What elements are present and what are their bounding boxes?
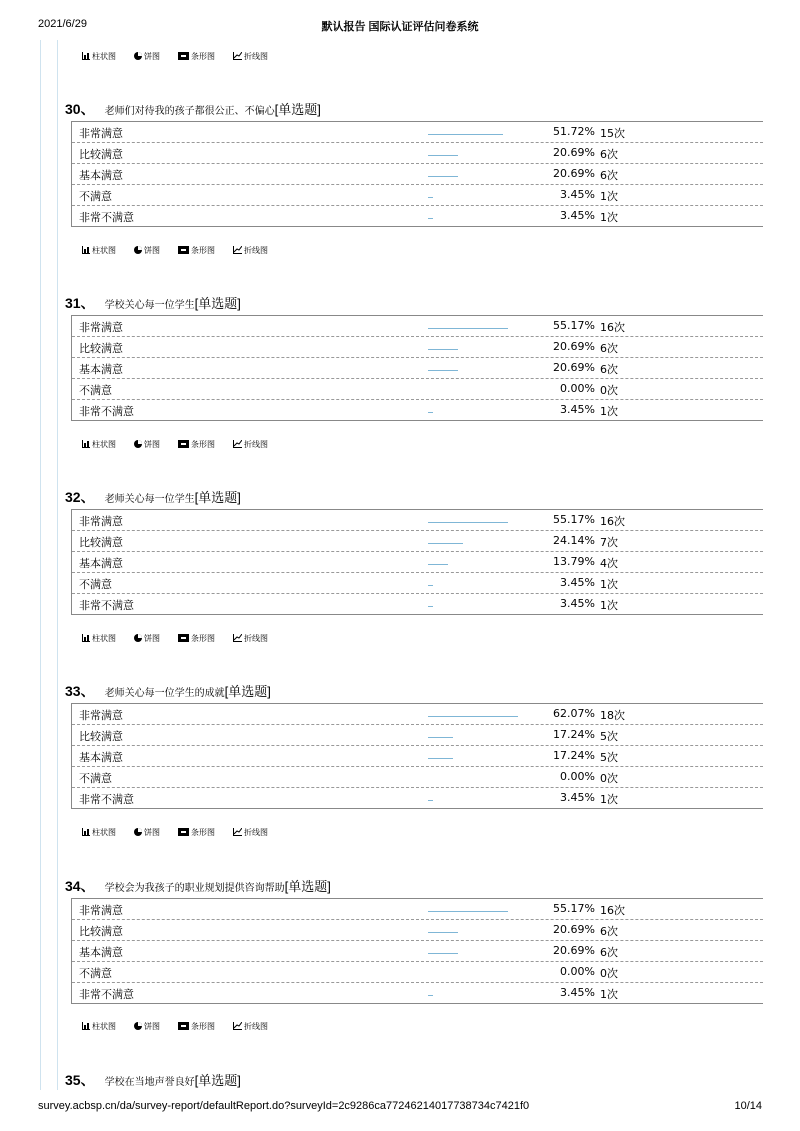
tab-pie-chart[interactable] xyxy=(134,245,160,256)
option-row xyxy=(72,767,763,788)
option-label: 基本满意 xyxy=(79,751,123,764)
tab-line-chart[interactable] xyxy=(233,439,268,450)
option-row xyxy=(72,962,763,983)
option-percentage-bar xyxy=(428,953,458,954)
option-percentage-bar xyxy=(428,349,458,350)
option-row xyxy=(72,358,763,379)
tab-label: 折线图 xyxy=(244,245,268,255)
tab-label: 条形图 xyxy=(191,827,215,837)
option-percentage-bar xyxy=(428,155,458,156)
option-row xyxy=(72,531,763,552)
option-percentage: 20.69% xyxy=(553,167,595,180)
option-percentage-bar xyxy=(428,716,518,717)
option-label: 不满意 xyxy=(79,772,112,785)
tab-label: 饼图 xyxy=(144,633,160,643)
tab-horizontal-bar[interactable] xyxy=(178,633,215,644)
option-count: 18次 xyxy=(600,709,625,722)
tab-label: 柱状图 xyxy=(92,633,116,643)
option-percentage: 55.17% xyxy=(553,319,595,332)
tab-pie-chart[interactable] xyxy=(134,827,160,838)
option-label: 不满意 xyxy=(79,384,112,397)
option-percentage: 0.00% xyxy=(560,382,595,395)
question-number: 32、 xyxy=(65,489,95,505)
option-count: 6次 xyxy=(600,946,618,959)
option-label: 非常不满意 xyxy=(79,211,134,224)
chart-type-tabs xyxy=(0,632,268,644)
option-row xyxy=(72,573,763,594)
tab-label: 柱状图 xyxy=(92,51,116,61)
tab-label: 饼图 xyxy=(144,827,160,837)
option-label: 非常不满意 xyxy=(79,988,134,1001)
tab-label: 条形图 xyxy=(191,439,215,449)
option-label: 非常不满意 xyxy=(79,599,134,612)
tab-bar-chart[interactable] xyxy=(82,827,116,838)
pie-chart-icon xyxy=(134,440,142,448)
tab-line-chart[interactable] xyxy=(233,1021,268,1032)
question-type: [单选题] xyxy=(274,102,321,117)
bar-horizontal-icon xyxy=(178,634,189,642)
tab-horizontal-bar[interactable] xyxy=(178,827,215,838)
option-label: 基本满意 xyxy=(79,557,123,570)
tab-horizontal-bar[interactable] xyxy=(178,245,215,256)
option-percentage: 62.07% xyxy=(553,707,595,720)
question-text: 老师关心每一位学生的成就 xyxy=(104,688,225,699)
option-percentage-bar xyxy=(428,218,433,219)
option-count: 0次 xyxy=(600,384,618,397)
tab-bar-chart[interactable] xyxy=(82,245,116,256)
option-row xyxy=(72,316,763,337)
option-count: 6次 xyxy=(600,363,618,376)
option-count: 1次 xyxy=(600,599,618,612)
option-percentage: 3.45% xyxy=(560,188,595,201)
print-url: survey.acbsp.cn/da/survey-report/defaultReport.do?surveyId=2c9286ca77246214017738734c7421f0 xyxy=(38,1100,530,1112)
option-percentage: 3.45% xyxy=(560,597,595,610)
option-row xyxy=(72,788,763,808)
option-percentage: 3.45% xyxy=(560,986,595,999)
tab-line-chart[interactable] xyxy=(233,827,268,838)
option-percentage-bar xyxy=(428,585,433,586)
option-label: 比较满意 xyxy=(79,148,123,161)
tab-label: 饼图 xyxy=(144,51,160,61)
question-title xyxy=(65,876,331,894)
option-table xyxy=(71,703,763,809)
pie-chart-icon xyxy=(134,246,142,254)
option-row xyxy=(72,185,763,206)
pie-chart-icon xyxy=(134,1022,142,1030)
bar-horizontal-icon xyxy=(178,828,189,836)
option-percentage: 20.69% xyxy=(553,923,595,936)
print-page-number: 10/14 xyxy=(734,1100,762,1112)
question-type: [单选题] xyxy=(194,1073,241,1088)
option-percentage-bar xyxy=(428,370,458,371)
option-row xyxy=(72,941,763,962)
line-chart-icon xyxy=(233,828,242,836)
option-row xyxy=(72,122,763,143)
line-chart-icon xyxy=(233,52,242,60)
tab-label: 饼图 xyxy=(144,1021,160,1031)
question-text: 老师们对待我的孩子都很公正、不偏心 xyxy=(104,106,275,117)
option-row xyxy=(72,379,763,400)
option-count: 15次 xyxy=(600,127,625,140)
option-percentage: 20.69% xyxy=(553,361,595,374)
option-count: 1次 xyxy=(600,578,618,591)
question-title xyxy=(65,293,241,311)
option-label: 不满意 xyxy=(79,190,112,203)
option-count: 5次 xyxy=(600,730,618,743)
option-count: 16次 xyxy=(600,515,625,528)
option-count: 6次 xyxy=(600,925,618,938)
option-label: 非常满意 xyxy=(79,904,123,917)
question-type: [单选题] xyxy=(284,879,331,894)
option-count: 1次 xyxy=(600,190,618,203)
tab-label: 折线图 xyxy=(244,1021,268,1031)
option-row xyxy=(72,337,763,358)
option-row xyxy=(72,983,763,1003)
option-row xyxy=(72,704,763,725)
question-number: 34、 xyxy=(65,878,95,894)
chart-type-tabs xyxy=(0,50,268,62)
line-chart-icon xyxy=(233,246,242,254)
question-title xyxy=(65,99,321,117)
tab-bar-chart[interactable] xyxy=(82,1021,116,1032)
option-row xyxy=(72,552,763,573)
option-count: 1次 xyxy=(600,405,618,418)
option-percentage: 20.69% xyxy=(553,146,595,159)
question-title xyxy=(65,681,271,699)
option-percentage-bar xyxy=(428,737,453,738)
option-percentage-bar xyxy=(428,543,463,544)
tab-horizontal-bar[interactable] xyxy=(178,1021,215,1032)
option-percentage-bar xyxy=(428,606,433,607)
option-percentage: 0.00% xyxy=(560,770,595,783)
option-label: 基本满意 xyxy=(79,363,123,376)
tab-label: 饼图 xyxy=(144,245,160,255)
option-percentage-bar xyxy=(428,758,453,759)
print-date: 2021/6/29 xyxy=(38,18,87,30)
tab-label: 条形图 xyxy=(191,245,215,255)
option-label: 非常满意 xyxy=(79,515,123,528)
option-count: 1次 xyxy=(600,793,618,806)
tab-label: 折线图 xyxy=(244,633,268,643)
question-title xyxy=(65,1070,241,1088)
option-row xyxy=(72,899,763,920)
option-percentage: 13.79% xyxy=(553,555,595,568)
bar-chart-icon xyxy=(82,440,90,448)
option-label: 非常满意 xyxy=(79,127,123,140)
option-row xyxy=(72,143,763,164)
tab-horizontal-bar[interactable] xyxy=(178,51,215,62)
option-count: 0次 xyxy=(600,967,618,980)
option-count: 7次 xyxy=(600,536,618,549)
tab-label: 柱状图 xyxy=(92,827,116,837)
print-footer xyxy=(38,1100,762,1116)
option-table xyxy=(71,898,763,1004)
option-count: 6次 xyxy=(600,342,618,355)
bar-horizontal-icon xyxy=(178,246,189,254)
tab-line-chart[interactable] xyxy=(233,245,268,256)
option-row xyxy=(72,164,763,185)
option-row xyxy=(72,510,763,531)
print-header xyxy=(38,18,762,34)
option-row xyxy=(72,725,763,746)
option-label: 非常满意 xyxy=(79,321,123,334)
chart-type-tabs xyxy=(0,244,268,256)
bar-horizontal-icon xyxy=(178,440,189,448)
option-percentage: 55.17% xyxy=(553,513,595,526)
question-text: 学校关心每一位学生 xyxy=(104,300,195,311)
question-text: 老师关心每一位学生 xyxy=(104,494,195,505)
option-percentage: 20.69% xyxy=(553,340,595,353)
option-row xyxy=(72,746,763,767)
option-percentage: 3.45% xyxy=(560,403,595,416)
option-label: 不满意 xyxy=(79,578,112,591)
option-percentage-bar xyxy=(428,197,433,198)
question-number: 35、 xyxy=(65,1072,95,1088)
option-percentage: 20.69% xyxy=(553,944,595,957)
bar-chart-icon xyxy=(82,52,90,60)
option-label: 比较满意 xyxy=(79,342,123,355)
option-row xyxy=(72,400,763,420)
option-row xyxy=(72,920,763,941)
tab-label: 饼图 xyxy=(144,439,160,449)
option-percentage: 17.24% xyxy=(553,749,595,762)
question-text: 学校会为我孩子的职业规划提供咨询帮助 xyxy=(104,883,285,894)
tab-label: 柱状图 xyxy=(92,1021,116,1031)
pie-chart-icon xyxy=(134,52,142,60)
tab-bar-chart[interactable] xyxy=(82,633,116,644)
tab-label: 柱状图 xyxy=(92,439,116,449)
pie-chart-icon xyxy=(134,828,142,836)
tab-pie-chart[interactable] xyxy=(134,1021,160,1032)
line-chart-icon xyxy=(233,634,242,642)
tab-line-chart[interactable] xyxy=(233,51,268,62)
option-percentage: 17.24% xyxy=(553,728,595,741)
option-count: 16次 xyxy=(600,321,625,334)
option-percentage-bar xyxy=(428,911,508,912)
option-percentage-bar xyxy=(428,932,458,933)
option-percentage-bar xyxy=(428,522,508,523)
bar-chart-icon xyxy=(82,1022,90,1030)
option-label: 非常满意 xyxy=(79,709,123,722)
option-table xyxy=(71,509,763,615)
option-count: 5次 xyxy=(600,751,618,764)
question-type: [单选题] xyxy=(194,490,241,505)
bar-horizontal-icon xyxy=(178,52,189,60)
option-table xyxy=(71,121,763,227)
option-count: 1次 xyxy=(600,988,618,1001)
option-percentage-bar xyxy=(428,134,503,135)
chart-type-tabs xyxy=(0,438,268,450)
option-label: 不满意 xyxy=(79,967,112,980)
option-table xyxy=(71,315,763,421)
option-percentage: 51.72% xyxy=(553,125,595,138)
bar-chart-icon xyxy=(82,246,90,254)
print-title: 默认报告 国际认证评估问卷系统 xyxy=(321,21,479,33)
option-count: 4次 xyxy=(600,557,618,570)
line-chart-icon xyxy=(233,1022,242,1030)
option-count: 6次 xyxy=(600,148,618,161)
option-percentage-bar xyxy=(428,995,433,996)
question-type: [单选题] xyxy=(224,684,271,699)
option-row xyxy=(72,594,763,614)
option-percentage-bar xyxy=(428,412,433,413)
left-rule-inner xyxy=(57,40,58,1090)
line-chart-icon xyxy=(233,440,242,448)
option-percentage-bar xyxy=(428,564,448,565)
tab-label: 条形图 xyxy=(191,1021,215,1031)
option-percentage: 55.17% xyxy=(553,902,595,915)
question-number: 30、 xyxy=(65,101,95,117)
bar-horizontal-icon xyxy=(178,1022,189,1030)
tab-bar-chart[interactable] xyxy=(82,439,116,450)
option-label: 非常不满意 xyxy=(79,793,134,806)
question-title xyxy=(65,487,241,505)
option-count: 1次 xyxy=(600,211,618,224)
option-percentage: 3.45% xyxy=(560,791,595,804)
option-count: 0次 xyxy=(600,772,618,785)
tab-horizontal-bar[interactable] xyxy=(178,439,215,450)
tab-label: 条形图 xyxy=(191,633,215,643)
option-percentage-bar xyxy=(428,328,508,329)
option-label: 基本满意 xyxy=(79,946,123,959)
option-count: 16次 xyxy=(600,904,625,917)
option-label: 非常不满意 xyxy=(79,405,134,418)
option-percentage: 0.00% xyxy=(560,965,595,978)
tab-label: 折线图 xyxy=(244,439,268,449)
bar-chart-icon xyxy=(82,828,90,836)
option-percentage: 3.45% xyxy=(560,209,595,222)
tab-label: 柱状图 xyxy=(92,245,116,255)
question-number: 33、 xyxy=(65,683,95,699)
chart-type-tabs xyxy=(0,1020,268,1032)
question-number: 31、 xyxy=(65,295,95,311)
tab-label: 条形图 xyxy=(191,51,215,61)
pie-chart-icon xyxy=(134,634,142,642)
tab-pie-chart[interactable] xyxy=(134,633,160,644)
tab-bar-chart[interactable] xyxy=(82,51,116,62)
bar-chart-icon xyxy=(82,634,90,642)
tab-pie-chart[interactable] xyxy=(134,439,160,450)
tab-label: 折线图 xyxy=(244,827,268,837)
chart-type-tabs xyxy=(0,826,268,838)
option-percentage-bar xyxy=(428,800,433,801)
tab-pie-chart[interactable] xyxy=(134,51,160,62)
option-label: 比较满意 xyxy=(79,730,123,743)
option-label: 比较满意 xyxy=(79,925,123,938)
question-type: [单选题] xyxy=(194,296,241,311)
tab-line-chart[interactable] xyxy=(233,633,268,644)
option-percentage: 3.45% xyxy=(560,576,595,589)
option-count: 6次 xyxy=(600,169,618,182)
option-percentage: 24.14% xyxy=(553,534,595,547)
tab-label: 折线图 xyxy=(244,51,268,61)
option-row xyxy=(72,206,763,226)
option-label: 基本满意 xyxy=(79,169,123,182)
option-percentage-bar xyxy=(428,176,458,177)
question-text: 学校在当地声誉良好 xyxy=(104,1077,195,1088)
left-rule xyxy=(40,40,41,1090)
option-label: 比较满意 xyxy=(79,536,123,549)
